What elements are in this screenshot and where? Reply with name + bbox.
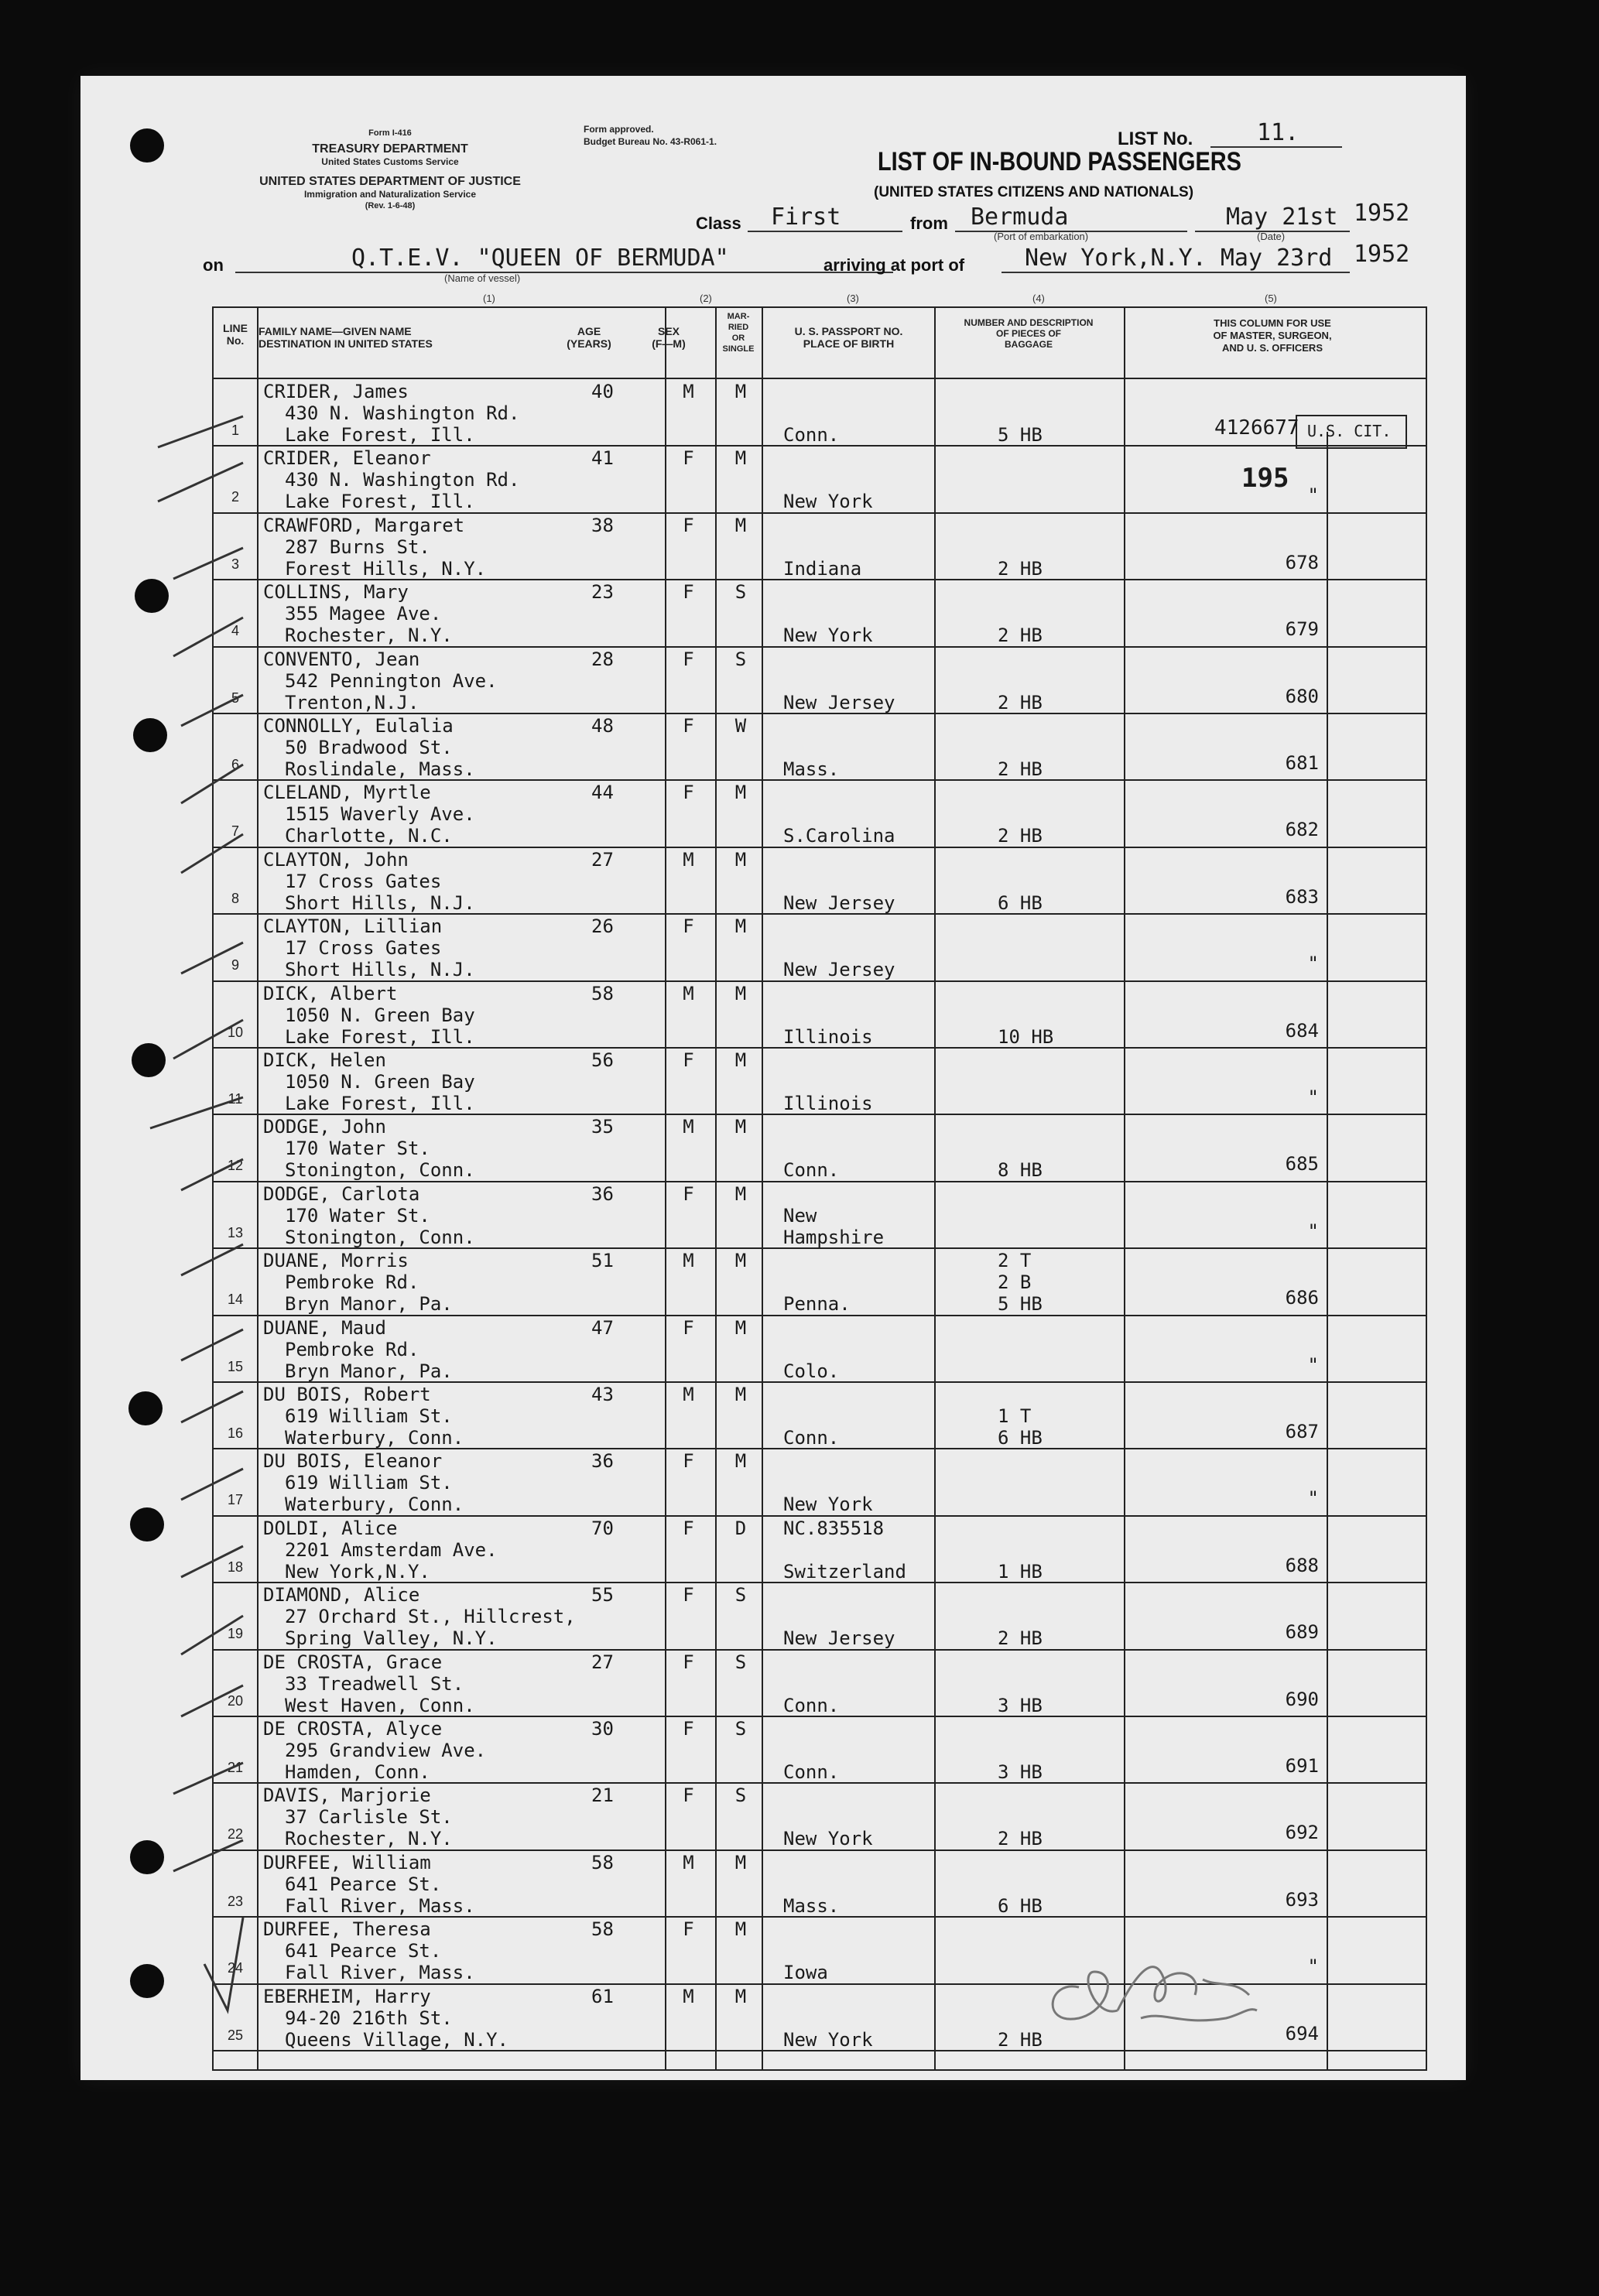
passenger-age: 58: [591, 1851, 614, 1873]
baggage: 2 HB: [998, 2028, 1043, 2051]
line-number: 2: [231, 489, 239, 505]
baggage: 6 HB: [998, 1894, 1043, 1917]
passenger-city: West Haven, Conn.: [285, 1694, 475, 1716]
line-number: 18: [227, 1559, 244, 1575]
from-label: from: [910, 214, 948, 233]
baggage: 2 HB: [998, 691, 1043, 713]
justice-dept: UNITED STATES DEPARTMENT OF JUSTICE: [259, 175, 521, 188]
place-of-birth: Colo.: [783, 1360, 840, 1382]
place-of-birth: Switzerland: [783, 1560, 906, 1583]
passenger-sex: F: [683, 1450, 694, 1473]
class-label: Class: [696, 214, 741, 233]
place-of-birth: Conn.: [783, 1427, 840, 1449]
officer-note: ": [1307, 1487, 1319, 1510]
marital-status: S: [734, 648, 747, 670]
passenger-city: Rochester, N.Y.: [285, 1828, 453, 1850]
passenger-sex: M: [683, 848, 694, 871]
arriving-label: arriving at port of: [823, 255, 965, 275]
column-divider: [1327, 432, 1328, 2071]
passenger-city: Hamden, Conn.: [285, 1761, 430, 1783]
passenger-age: 48: [591, 715, 614, 737]
baggage: 2 HB: [998, 1627, 1043, 1650]
baggage: 2 HB: [998, 624, 1043, 647]
place-of-birth: Illinois: [783, 1025, 873, 1048]
passenger-sex: F: [683, 1584, 694, 1607]
passenger-sex: F: [683, 581, 694, 604]
marital-status: M: [734, 1450, 747, 1473]
passenger-sex: F: [683, 715, 694, 737]
form-approved: Form approved.: [584, 124, 654, 135]
line-number: 15: [227, 1358, 244, 1374]
column-divider: [665, 306, 666, 2071]
embark-year: 1952: [1354, 200, 1410, 227]
baggage: 2 T 2 B 5 HB: [998, 1250, 1043, 1316]
passenger-name: EBERHEIM, Harry: [263, 1985, 431, 2007]
officer-note: 689: [1285, 1621, 1319, 1644]
passenger-name: DICK, Helen: [263, 1049, 386, 1071]
officer-note: 688: [1285, 1554, 1319, 1576]
place-of-birth: New York: [783, 2028, 873, 2051]
marital-status: W: [734, 715, 747, 737]
baggage: 1 HB: [998, 1560, 1043, 1583]
passenger-city: Roslindale, Mass.: [285, 758, 475, 780]
passenger-address: 2201 Amsterdam Ave.: [285, 1538, 498, 1561]
passenger-name: DU BOIS, Robert: [263, 1384, 431, 1405]
passenger-address: 170 Water St.: [285, 1204, 430, 1227]
list-number: 11.: [1210, 119, 1342, 148]
passenger-name: DIAMOND, Alice: [263, 1584, 420, 1607]
passenger-city: Charlotte, N.C.: [285, 825, 453, 847]
passenger-sex: M: [683, 1116, 694, 1138]
passenger-age: 47: [591, 1316, 614, 1339]
passenger-age: 70: [591, 1517, 614, 1539]
marital-status: S: [734, 1718, 747, 1740]
header-age: AGE (YEARS): [567, 325, 611, 350]
passenger-city: Fall River, Mass.: [285, 1894, 475, 1917]
passenger-name: DURFEE, Theresa: [263, 1918, 431, 1941]
first-officer-number: 4126677: [1214, 416, 1299, 440]
marital-status: M: [734, 1116, 747, 1138]
line-number: 5: [231, 689, 239, 706]
passenger-name: CONVENTO, Jean: [263, 648, 420, 670]
arrival-year: 1952: [1354, 241, 1410, 268]
column-divider: [715, 306, 717, 2071]
marital-status: M: [734, 1384, 747, 1405]
passenger-age: 26: [591, 915, 614, 938]
vessel-caption: (Name of vessel): [444, 272, 521, 284]
passenger-sex: M: [683, 982, 694, 1004]
passenger-city: Waterbury, Conn.: [285, 1494, 464, 1516]
place-of-birth: New York: [783, 491, 873, 513]
passenger-address: 287 Burns St.: [285, 536, 430, 558]
line-number: 19: [227, 1626, 244, 1642]
marital-status: D: [734, 1517, 747, 1539]
officer-note: 694: [1285, 2022, 1319, 2045]
form-title: LIST OF IN-BOUND PASSENGERS: [878, 147, 1241, 176]
passenger-age: 55: [591, 1584, 614, 1607]
vessel-name: Q.T.E.V. "QUEEN OF BERMUDA": [235, 245, 893, 273]
passenger-age: 56: [591, 1049, 614, 1071]
passenger-age: 51: [591, 1250, 614, 1272]
passenger-name: DUANE, Maud: [263, 1316, 386, 1339]
marital-status: M: [734, 982, 747, 1004]
officer-note: 686: [1285, 1287, 1319, 1309]
passenger-address: 170 Water St.: [285, 1138, 430, 1160]
passenger-sex: F: [683, 915, 694, 938]
place-of-birth: Iowa: [783, 1962, 828, 1984]
class-value: First: [748, 204, 902, 232]
col-num-3: (3): [847, 293, 859, 304]
passenger-address: 430 N. Washington Rd.: [285, 469, 520, 491]
passenger-name: DOLDI, Alice: [263, 1517, 398, 1539]
passenger-address: 619 William St.: [285, 1472, 453, 1494]
check-marks: [111, 401, 251, 2057]
baggage: 10 HB: [998, 1025, 1054, 1048]
place-of-birth: New York: [783, 1828, 873, 1850]
place-of-birth: Hampshire: [783, 1226, 885, 1248]
header-name: FAMILY NAME—GIVEN NAME DESTINATION IN UNITED STATES: [259, 325, 433, 350]
form-number: Form I-416: [368, 128, 412, 138]
marital-status: M: [734, 782, 747, 804]
passenger-age: 38: [591, 514, 614, 536]
ins-service: Immigration and Naturalization Service: [303, 189, 477, 200]
passenger-age: 61: [591, 1985, 614, 2007]
baggage: 2 HB: [998, 1828, 1043, 1850]
officer-note: 680: [1285, 685, 1319, 707]
passenger-city: Waterbury, Conn.: [285, 1427, 464, 1449]
passenger-name: CONNOLLY, Eulalia: [263, 715, 454, 737]
place-of-birth: New York: [783, 1494, 873, 1516]
passenger-address: 641 Pearce St.: [285, 1873, 442, 1895]
passenger-city: Spring Valley, N.Y.: [285, 1627, 498, 1650]
line-number: 17: [227, 1492, 244, 1508]
passenger-address: 619 William St.: [285, 1405, 453, 1427]
passenger-age: 36: [591, 1182, 614, 1205]
form-subtitle: (UNITED STATES CITIZENS AND NATIONALS): [874, 184, 1194, 200]
marital-status: M: [734, 848, 747, 871]
line-number: 13: [227, 1224, 244, 1240]
port-caption: (Port of embarkation): [994, 231, 1089, 242]
passenger-name: DE CROSTA, Alyce: [263, 1718, 443, 1740]
officer-note: 685: [1285, 1153, 1319, 1175]
passenger-name: DURFEE, William: [263, 1851, 431, 1873]
line-number: 16: [227, 1425, 244, 1441]
line-number: 3: [231, 556, 239, 572]
manifest-sheet: [80, 76, 1466, 2080]
line-number: 6: [231, 757, 239, 772]
passenger-address: 430 N. Washington Rd.: [285, 402, 520, 424]
on-label: on: [203, 255, 224, 275]
officer-note: 678: [1285, 551, 1319, 573]
line-number: 14: [227, 1292, 244, 1308]
passenger-address: 17 Cross Gates: [285, 937, 442, 960]
place-of-birth: Conn.: [783, 1159, 840, 1182]
punch-hole: [130, 128, 164, 163]
inspector-signature: [1025, 1933, 1272, 2041]
passenger-age: 58: [591, 982, 614, 1004]
passenger-age: 43: [591, 1384, 614, 1405]
passenger-sex: F: [683, 514, 694, 536]
passenger-sex: F: [683, 782, 694, 804]
passenger-sex: F: [683, 1049, 694, 1071]
passenger-address: 641 Pearce St.: [285, 1940, 442, 1962]
passenger-name: CRAWFORD, Margaret: [263, 514, 465, 536]
col-num-5: (5): [1265, 293, 1277, 304]
place-of-birth: New Jersey: [783, 959, 895, 981]
revision-date: (Rev. 1-6-48): [365, 201, 416, 210]
place-of-birth: New Jersey: [783, 891, 895, 914]
column-divider: [934, 306, 936, 2071]
second-officer-number: 195: [1241, 463, 1289, 494]
passenger-age: 21: [591, 1784, 614, 1807]
passenger-city: Rochester, N.Y.: [285, 624, 453, 647]
passenger-address: 295 Grandview Ave.: [285, 1740, 487, 1761]
officer-note: 681: [1285, 752, 1319, 774]
place-of-birth: New Jersey: [783, 1627, 895, 1650]
baggage: 8 HB: [998, 1159, 1043, 1182]
header-line-no: LINE No.: [223, 322, 248, 347]
officer-note: 690: [1285, 1688, 1319, 1710]
passenger-city: Lake Forest, Ill.: [285, 491, 475, 513]
baggage: 3 HB: [998, 1761, 1043, 1783]
passport-number: NC.835518: [783, 1517, 885, 1539]
line-number: 25: [227, 2027, 244, 2043]
passenger-age: 30: [591, 1718, 614, 1740]
passenger-address: 33 Treadwell St.: [285, 1672, 464, 1695]
baggage: 5 HB: [998, 424, 1043, 446]
marital-status: S: [734, 1651, 747, 1673]
place-of-birth: Mass.: [783, 1894, 840, 1917]
passenger-city: Short Hills, N.J.: [285, 891, 475, 914]
passenger-city: Stonington, Conn.: [285, 1159, 475, 1182]
passport-number: New: [783, 1204, 817, 1227]
passenger-name: DU BOIS, Eleanor: [263, 1450, 443, 1473]
us-citizen-stamp-text: U.S. CIT.: [1307, 422, 1392, 440]
passenger-address: 94-20 216th St.: [285, 2007, 453, 2029]
passenger-address: 27 Orchard St., Hillcrest,: [285, 1606, 576, 1628]
line-number: 7: [231, 823, 239, 840]
line-number: 8: [231, 890, 239, 906]
passenger-sex: M: [683, 1384, 694, 1405]
treasury-dept: TREASURY DEPARTMENT: [312, 142, 468, 156]
place-of-birth: S.Carolina: [783, 825, 895, 847]
passenger-sex: F: [683, 447, 694, 470]
passenger-city: Stonington, Conn.: [285, 1226, 475, 1248]
marital-status: M: [734, 381, 747, 402]
marital-status: M: [734, 514, 747, 536]
baggage: 2 HB: [998, 557, 1043, 580]
line-number: 1: [231, 423, 239, 438]
date-value: May 21st: [1195, 204, 1350, 232]
passenger-age: 35: [591, 1116, 614, 1138]
customs-service: United States Customs Service: [321, 156, 459, 167]
place-of-birth: Mass.: [783, 758, 840, 780]
passenger-sex: F: [683, 1517, 694, 1539]
passenger-name: CLELAND, Myrtle: [263, 782, 431, 804]
marital-status: M: [734, 1316, 747, 1339]
passenger-city: Bryn Manor, Pa.: [285, 1293, 453, 1316]
passenger-name: DICK, Albert: [263, 982, 398, 1004]
line-number: 10: [227, 1024, 244, 1040]
officer-note: ": [1307, 1086, 1319, 1108]
passenger-address: 542 Pennington Ave.: [285, 669, 498, 692]
passenger-city: Trenton,N.J.: [285, 691, 419, 713]
passenger-name: CLAYTON, John: [263, 848, 409, 871]
line-number: 24: [227, 1960, 244, 1976]
line-number: 11: [228, 1091, 243, 1107]
col-num-1: (1): [483, 293, 495, 304]
list-label: LIST No.: [1118, 128, 1193, 149]
passenger-city: Lake Forest, Ill.: [285, 1025, 475, 1048]
place-of-birth: Conn.: [783, 1694, 840, 1716]
marital-status: S: [734, 1584, 747, 1607]
passenger-sex: F: [683, 1316, 694, 1339]
marital-status: M: [734, 1049, 747, 1071]
passenger-city: Short Hills, N.J.: [285, 959, 475, 981]
line-number: 21: [227, 1760, 244, 1775]
passenger-age: 44: [591, 782, 614, 804]
passenger-name: DODGE, John: [263, 1116, 386, 1138]
place-of-birth: Penna.: [783, 1293, 851, 1316]
passenger-address: 17 Cross Gates: [285, 870, 442, 892]
passenger-name: CLAYTON, Lillian: [263, 915, 443, 938]
passenger-age: 36: [591, 1450, 614, 1473]
marital-status: M: [734, 1918, 747, 1941]
line-number: 9: [231, 957, 239, 973]
baggage: 2 HB: [998, 758, 1043, 780]
passenger-address: 1050 N. Green Bay: [285, 1004, 475, 1026]
baggage: 1 T 6 HB: [998, 1405, 1043, 1449]
passenger-address: Pembroke Rd.: [285, 1338, 419, 1360]
passenger-sex: F: [683, 648, 694, 670]
baggage: 3 HB: [998, 1694, 1043, 1716]
passenger-name: DODGE, Carlota: [263, 1182, 420, 1205]
from-value: Bermuda: [955, 204, 1187, 232]
passenger-sex: F: [683, 1182, 694, 1205]
marital-status: M: [734, 1250, 747, 1272]
passenger-age: 40: [591, 381, 614, 402]
passenger-sex: M: [683, 1985, 694, 2007]
date-caption: (Date): [1257, 231, 1286, 242]
marital-status: S: [734, 581, 747, 604]
passenger-age: 28: [591, 648, 614, 670]
passenger-sex: M: [683, 1851, 694, 1873]
passenger-sex: M: [683, 381, 694, 402]
officer-note: 682: [1285, 819, 1319, 841]
col-num-2: (2): [700, 293, 712, 304]
passenger-address: 1050 N. Green Bay: [285, 1071, 475, 1093]
place-of-birth: New Jersey: [783, 691, 895, 713]
place-of-birth: New York: [783, 624, 873, 647]
passenger-city: Forest Hills, N.Y.: [285, 557, 487, 580]
column-divider: [257, 306, 259, 2071]
officer-note: ": [1307, 1956, 1319, 1978]
header-baggage: NUMBER AND DESCRIPTION OF PIECES OF BAGGAGE: [964, 317, 1094, 350]
passenger-name: CRIDER, Eleanor: [263, 447, 431, 470]
budget-bureau: Budget Bureau No. 43-R061-1.: [584, 136, 717, 147]
line-number: 22: [227, 1826, 244, 1843]
baggage: 6 HB: [998, 891, 1043, 914]
header-sex: SEX (F—M): [652, 325, 686, 350]
officer-note: 687: [1285, 1421, 1319, 1442]
passenger-address: 355 Magee Ave.: [285, 603, 442, 625]
passenger-address: Pembroke Rd.: [285, 1271, 419, 1294]
passenger-age: 41: [591, 447, 614, 470]
passenger-city: Bryn Manor, Pa.: [285, 1360, 453, 1382]
passenger-age: 58: [591, 1918, 614, 1941]
officer-note: 683: [1285, 885, 1319, 908]
header-married: MAR- RIED OR SINGLE: [722, 312, 755, 354]
place-of-birth: Conn.: [783, 424, 840, 446]
passenger-city: Lake Forest, Ill.: [285, 1093, 475, 1114]
header-divider: [212, 378, 1427, 379]
officer-note: 692: [1285, 1822, 1319, 1844]
place-of-birth: Illinois: [783, 1093, 873, 1114]
marital-status: M: [734, 1985, 747, 2007]
arriving-value: New York,N.Y. May 23rd: [1002, 245, 1350, 273]
passenger-city: New York,N.Y.: [285, 1560, 430, 1583]
line-number: 12: [227, 1158, 244, 1174]
passenger-name: CRIDER, James: [263, 381, 409, 402]
marital-status: M: [734, 1851, 747, 1873]
header-passport: U. S. PASSPORT NO. PLACE OF BIRTH: [794, 325, 903, 350]
passenger-city: Fall River, Mass.: [285, 1962, 475, 1984]
passenger-name: DUANE, Morris: [263, 1250, 409, 1272]
passenger-age: 27: [591, 1651, 614, 1673]
marital-status: M: [734, 447, 747, 470]
passenger-address: 50 Bradwood St.: [285, 737, 453, 758]
officer-note: 679: [1285, 618, 1319, 641]
officer-note: ": [1307, 953, 1319, 975]
officer-note: 693: [1285, 1888, 1319, 1911]
baggage: 2 HB: [998, 825, 1043, 847]
passenger-sex: F: [683, 1651, 694, 1673]
passenger-sex: F: [683, 1918, 694, 1941]
line-number: 4: [231, 623, 239, 639]
passenger-age: 23: [591, 581, 614, 604]
officer-note: 684: [1285, 1019, 1319, 1042]
passenger-address: 37 Carlisle St.: [285, 1806, 453, 1829]
passenger-city: Lake Forest, Ill.: [285, 424, 475, 446]
place-of-birth: Conn.: [783, 1761, 840, 1783]
officer-note: ": [1307, 1353, 1319, 1376]
marital-status: M: [734, 1182, 747, 1205]
officer-note: 691: [1285, 1755, 1319, 1777]
passenger-sex: F: [683, 1784, 694, 1807]
line-number: 20: [227, 1692, 244, 1709]
passenger-name: COLLINS, Mary: [263, 581, 409, 604]
passenger-address: 1515 Waverly Ave.: [285, 803, 475, 826]
passenger-name: DE CROSTA, Grace: [263, 1651, 443, 1673]
marital-status: M: [734, 915, 747, 938]
passenger-age: 27: [591, 848, 614, 871]
column-divider: [762, 306, 763, 2071]
passenger-name: DAVIS, Marjorie: [263, 1784, 431, 1807]
col-num-4: (4): [1032, 293, 1045, 304]
place-of-birth: Indiana: [783, 557, 862, 580]
officer-note: ": [1307, 484, 1319, 507]
column-divider: [1124, 306, 1125, 2071]
header-officers: THIS COLUMN FOR USE OF MASTER, SURGEON, AND U. S. OFFICERS: [1213, 317, 1332, 354]
passenger-city: Queens Village, N.Y.: [285, 2028, 508, 2051]
passenger-sex: M: [683, 1250, 694, 1272]
officer-note: ": [1307, 1220, 1319, 1242]
line-number: 23: [227, 1893, 244, 1909]
marital-status: S: [734, 1784, 747, 1807]
passenger-sex: F: [683, 1718, 694, 1740]
